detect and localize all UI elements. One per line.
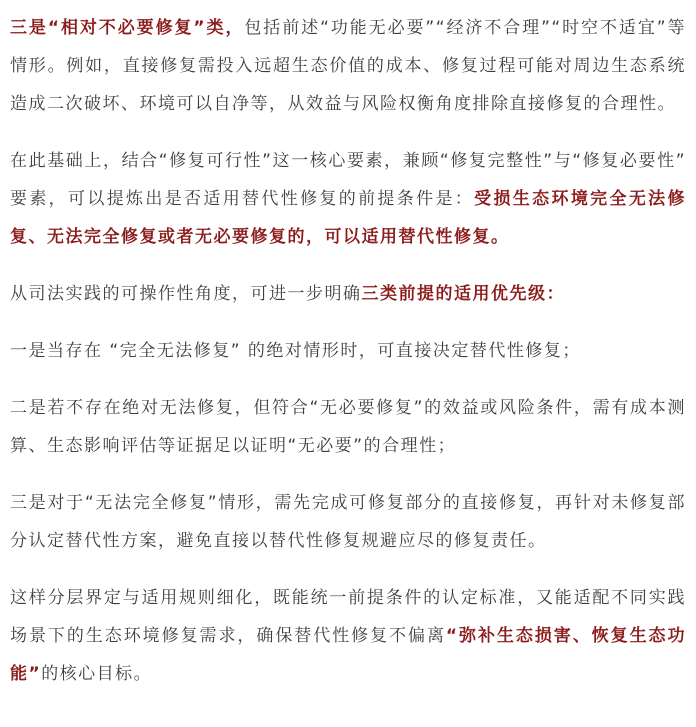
body-text: 包括前述“功能无必要”“经济不合理”“时空不适宜”等情形。例如，直接修复需投入远超生态价值的成本、修复过程可能对周边生态系统造成二次破坏、环境可以自净等，从效益与风险权衡角度排除直接修复的合理性。 [10,18,686,114]
body-text: 二是若不存在绝对无法修复，但符合“无必要修复”的效益或风险条件，需有成本测算、生态影响评估等证据足以证明“无必要”的合理性； [10,398,686,456]
paragraph [10,142,686,256]
emphasis-text: 三类前提的适用优先级： [361,284,565,304]
body-text: 三是对于“无法完全修复”情形，需先完成可修复部分的直接修复，再针对未修复部分认定替代性方案，避免直接以替代性修复规避应尽的修复责任。 [10,493,686,551]
emphasis-text: 三是“相对不必要修复”类， [10,18,245,38]
paragraph [10,484,686,560]
paragraph [10,332,686,370]
emphasis-text: 受损生态环境完全无法修复、无法完全修复或者无必要修复的，可以适用替代性修复。 [10,189,687,247]
body-text: 这样分层界定与适用规则细化，既能统一前提条件的认定标准，又能适配不同实践场景下的生态环境修复需求，确保替代性修复不偏离 [10,588,686,646]
body-text: 从司法实践的可操作性角度，可进一步明确 [10,284,362,304]
body-text: 在此基础上，结合“修复可行性”这一核心要素，兼顾“修复完整性”与“修复必要性”要素，可以提炼出是否适用替代性修复的前提条件是： [10,151,686,209]
paragraph [10,275,686,313]
paragraph [10,9,686,123]
paragraph [10,389,686,465]
body-text: 的核心目标。 [41,664,153,684]
emphasis-text: “弥补生态损害、恢复生态功能” [10,626,686,684]
paragraph [10,579,686,693]
body-text: 一是当存在 “完全无法修复” 的绝对情形时，可直接决定替代性修复； [10,341,581,361]
